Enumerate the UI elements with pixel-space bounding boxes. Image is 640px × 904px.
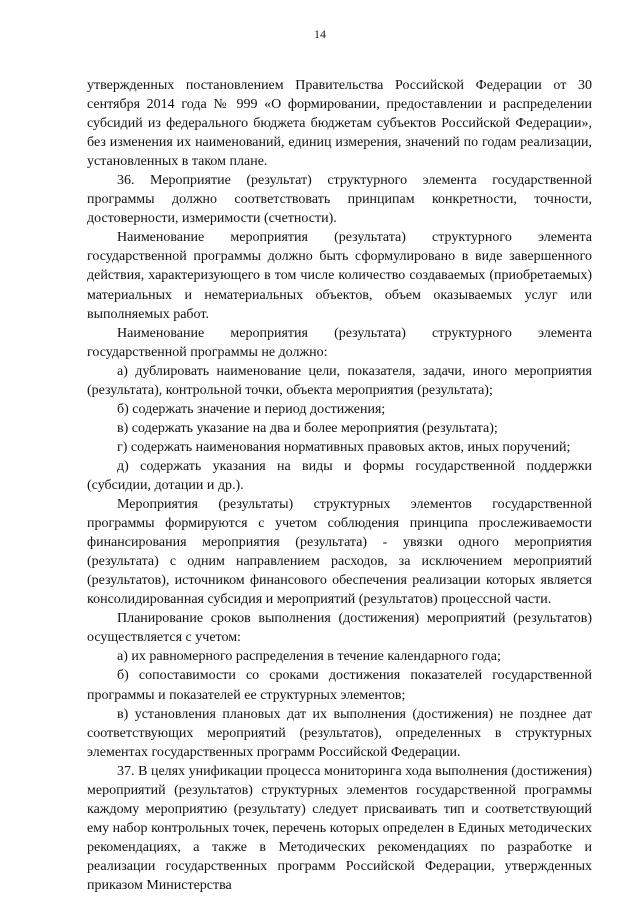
paragraph: 37. В целях унификации процесса мониторинга хода выполнения (достижения) мероприятий (результатов) структурных элементов государственной программы каждому мероприятию (результату) следует присваивать тип и соответствующий ему набор контрольных точек, перечень которых определен в Единых методических рекомендациях, а также в Методических рекомендациях по разработке и реализации государственных программ Российской Федерации, утвержденных приказом Министерства xyxy=(87,763,592,893)
paragraph: Наименование мероприятия (результата) структурного элемента государственной программы не должно: xyxy=(87,325,592,360)
document-body xyxy=(87,76,592,895)
list-item: д) содержать указания на виды и формы государственной поддержки (субсидии, дотации и др.). xyxy=(87,458,592,493)
paragraph: Мероприятия (результаты) структурных элементов государственной программы формируются с учетом соблюдения принципа прослеживаемости финансирования мероприятия (результата) - увязки одного мероприятия (результата) с одним направлением расходов, за исключением мероприятий (результатов), источником финансового обеспечения реализации которых является консолидированная субсидия и мероприятий (результатов) процессной части. xyxy=(87,497,592,608)
list-item: г) содержать наименования нормативных правовых актов, иных поручений; xyxy=(117,439,571,455)
paragraph: Наименование мероприятия (результата) структурного элемента государственной программы должно быть сформулировано в виде завершенного действия, характеризующего в том числе количество создаваемых (приобретаемых) материальных и нематериальных объектов, объем оказываемых услуг или выполняемых работ. xyxy=(87,230,592,322)
list-item: а) дублировать наименование цели, показателя, задачи, иного мероприятия (результата), контрольной точки, объекта мероприятия (результата); xyxy=(87,363,592,398)
page-number: 14 xyxy=(314,27,326,41)
paragraph: утвержденных постановлением Правительства Российской Федерации от 30 сентября 2014 года № 999 «О формировании, предоставлении и распределении субсидий из федерального бюджета бюджетам субъектов Российской Федерации», без изменения их наименований, единиц измерения, значений по годам реализации, установленных в таком плане. xyxy=(87,78,592,170)
paragraph: 36. Мероприятие (результат) структурного элемента государственной программы должно соответствовать принципам конкретности, точности, достоверности, измеримости (счетности). xyxy=(87,173,592,227)
list-item: в) установления плановых дат их выполнения (достижения) не позднее дат соответствующих мероприятий (результатов), определенных в структурных элементах государственных программ Российской Федерации. xyxy=(87,706,592,760)
list-item: в) содержать указание на два и более мероприятия (результата); xyxy=(117,420,498,436)
list-item: а) их равномерного распределения в течение календарного года; xyxy=(117,649,501,665)
list-item: б) содержать значение и период достижения; xyxy=(117,401,386,417)
paragraph: Планирование сроков выполнения (достижения) мероприятий (результатов) осуществляется с учетом: xyxy=(87,611,592,646)
list-item: б) сопоставимости со сроками достижения показателей государственной программы и показателей ее структурных элементов; xyxy=(87,668,592,703)
